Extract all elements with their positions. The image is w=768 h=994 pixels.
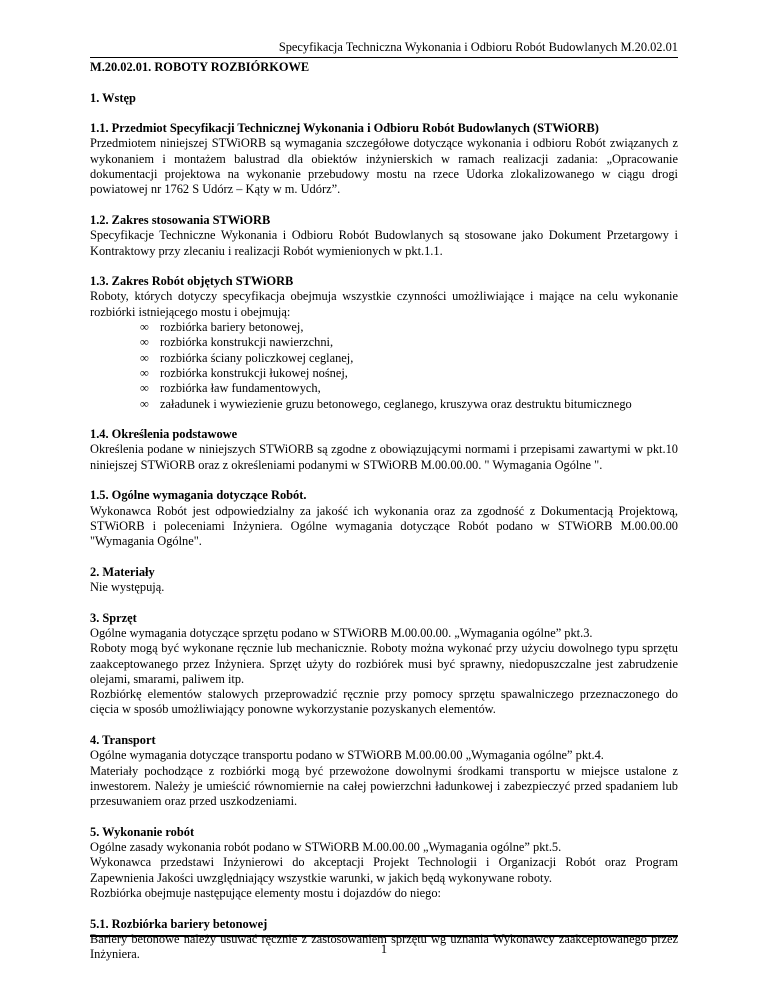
section-body-5-1: Bariery betonowe należy usuwać ręcznie z zastosowaniem sprzętu wg uznania Wykonawcy zaakceptowanego przez Inżyniera. xyxy=(90,931,678,962)
section-body-1-2: Specyfikacje Techniczne Wykonania i Odbioru Robót Budowlanych są stosowane jako Dokument Przetargowy i Kontraktowy przy zlecaniu i realizacji Robót wymienionych w pkt.1.1. xyxy=(90,228,678,258)
list-item: ∞ rozbiórka konstrukcji łukowej nośnej, xyxy=(140,365,348,380)
page-number: 1 xyxy=(380,942,388,956)
header-rule xyxy=(90,57,678,58)
section-heading-2: 2. Materiały xyxy=(90,564,155,579)
section-body-1-3: Roboty, których dotyczy specyfikacja obejmuja wszystkie czynności umożliwiające i mające na celu wykonanie rozbiórki istniejącego mostu i obejmują: xyxy=(90,289,678,319)
section-body-4-p1: Ogólne wymagania dotyczące transportu podano w STWiORB M.00.00.00 „Wymagania ogólne” pkt.4. xyxy=(90,748,604,763)
section-heading-1: 1. Wstęp xyxy=(90,90,136,105)
section-body-5-p3: Rozbiórka obejmuje następujące elementy mostu i dojazdów do niego: xyxy=(90,886,441,901)
list-item: ∞ rozbiórka konstrukcji nawierzchni, xyxy=(140,335,334,350)
section-body-1-1: Przedmiotem niniejszej STWiORB są wymagania szczegółowe dotyczące wykonania i odbioru Robót związanych z wykonaniem i montażem balustrad dla obiektów inżynierskich w ramach realizacji zadania: „Opracowanie dokumentacji projektowa na wykonanie przebudowy mostu na rzece Udorka zlokalizowanego w ciągu drogi powiatowej nr 1762 S Udórz – Kąty w m. Udórz”. xyxy=(90,136,678,197)
list-item: ∞ rozbiórka ściany policzkowej ceglanej, xyxy=(140,350,354,365)
footer-rule xyxy=(90,935,678,937)
section-heading-1-4: 1.4. Określenia podstawowe xyxy=(90,427,238,442)
list-item: ∞ załadunek i wywiezienie gruzu betonowego, ceglanego, kruszywa oraz destruktu bitumicznego xyxy=(140,396,632,411)
section-body-1-4: Określenia podane w niniejszych STWiORB są zgodne z obowiązującymi normami i przepisami zawartymi w pkt.10 niniejszej STWiORB oraz z określeniami podanymi w STWiORB M.00.00.00. " Wymagania Ogólne ". xyxy=(90,442,678,472)
section-heading-4: 4. Transport xyxy=(90,733,156,748)
section-body-5-p2: Wykonawca przedstawi Inżynierowi do akceptacji Projekt Technologii i Organizacji Robót oraz Program Zapewnienia Jakości uwzględniający wszystkie warunki, w jakich będą wykonywane roboty. xyxy=(90,855,678,885)
section-heading-1-2: 1.2. Zakres stosowania STWiORB xyxy=(90,212,271,227)
scope-list xyxy=(90,320,678,412)
section-heading-1-1: 1.1. Przedmiot Specyfikacji Technicznej Wykonania i Odbioru Robót Budowlanych (STWiORB) xyxy=(90,121,599,136)
list-item: ∞ rozbiórka bariery betonowej, xyxy=(140,320,304,335)
section-heading-5: 5. Wykonanie robót xyxy=(90,824,195,839)
section-body-3-p2: Roboty mogą być wykonane ręcznie lub mechanicznie. Roboty można wykonać przy użyciu dowolnego typu sprzętu zaakceptowanego przez Inżyniera. Sprzęt użyty do rozbiórek musi być sprawny, niedopuszczalne jest zabrudzenie olejami, smarami, paliwem itp. xyxy=(90,641,678,686)
section-body-5-p1: Ogólne zasady wykonania robót podano w STWiORB M.00.00.00 „Wymagania ogólne” pkt.5. xyxy=(90,840,562,855)
section-heading-3: 3. Sprzęt xyxy=(90,610,137,625)
section-body-3-p1: Ogólne wymagania dotyczące sprzętu podano w STWiORB M.00.00.00. „Wymagania ogólne” pkt.3. xyxy=(90,625,593,640)
infinity-bullet-icon: ∞ xyxy=(140,365,149,380)
infinity-bullet-icon: ∞ xyxy=(140,350,149,365)
document-title: M.20.02.01. ROBOTY ROZBIÓRKOWE xyxy=(90,60,310,74)
section-body-4-p2: Materiały pochodzące z rozbiórki mogą być przewożone dowolnymi środkami transportu w miejsce ustalone z inwestorem. Należy je umieścić równomiernie na całej powierzchni ładunkowej i zabezpieczyć przed spadaniem lub przesuwaniem oraz przed uszkodzeniami. xyxy=(90,763,678,809)
section-heading-1-5: 1.5. Ogólne wymagania dotyczące Robót. xyxy=(90,488,307,503)
section-body-2: Nie występują. xyxy=(90,580,165,595)
section-body-3-p3: Rozbiórkę elementów stalowych przeprowadzić ręcznie przy pomocy sprzętu spawalniczego przeznaczonego do cięcia w sposób umożliwiający ponowne wykorzystanie pozyskanych elementów. xyxy=(90,687,678,717)
infinity-bullet-icon: ∞ xyxy=(140,381,149,396)
infinity-bullet-icon: ∞ xyxy=(140,335,149,350)
section-heading-1-3: 1.3. Zakres Robót objętych STWiORB xyxy=(90,274,294,289)
section-heading-5-1: 5.1. Rozbiórka bariery betonowej xyxy=(90,916,268,931)
document-body xyxy=(90,60,678,963)
list-item: ∞ rozbiórka ław fundamentowych, xyxy=(140,381,321,396)
running-header: Specyfikacja Techniczna Wykonania i Odbioru Robót Budowlanych M.20.02.01 xyxy=(278,40,678,54)
infinity-bullet-icon: ∞ xyxy=(140,320,149,335)
section-body-1-5: Wykonawca Robót jest odpowiedzialny za jakość ich wykonania oraz za zgodność z Dokumentacją Projektową, STWiORB i poleceniami Inżyniera. Ogólne wymagania dotyczące Robót podano w STWiORB M.00.00.00 "Wymagania Ogólne". xyxy=(90,503,678,549)
infinity-bullet-icon: ∞ xyxy=(140,396,149,411)
document-page xyxy=(90,0,678,994)
